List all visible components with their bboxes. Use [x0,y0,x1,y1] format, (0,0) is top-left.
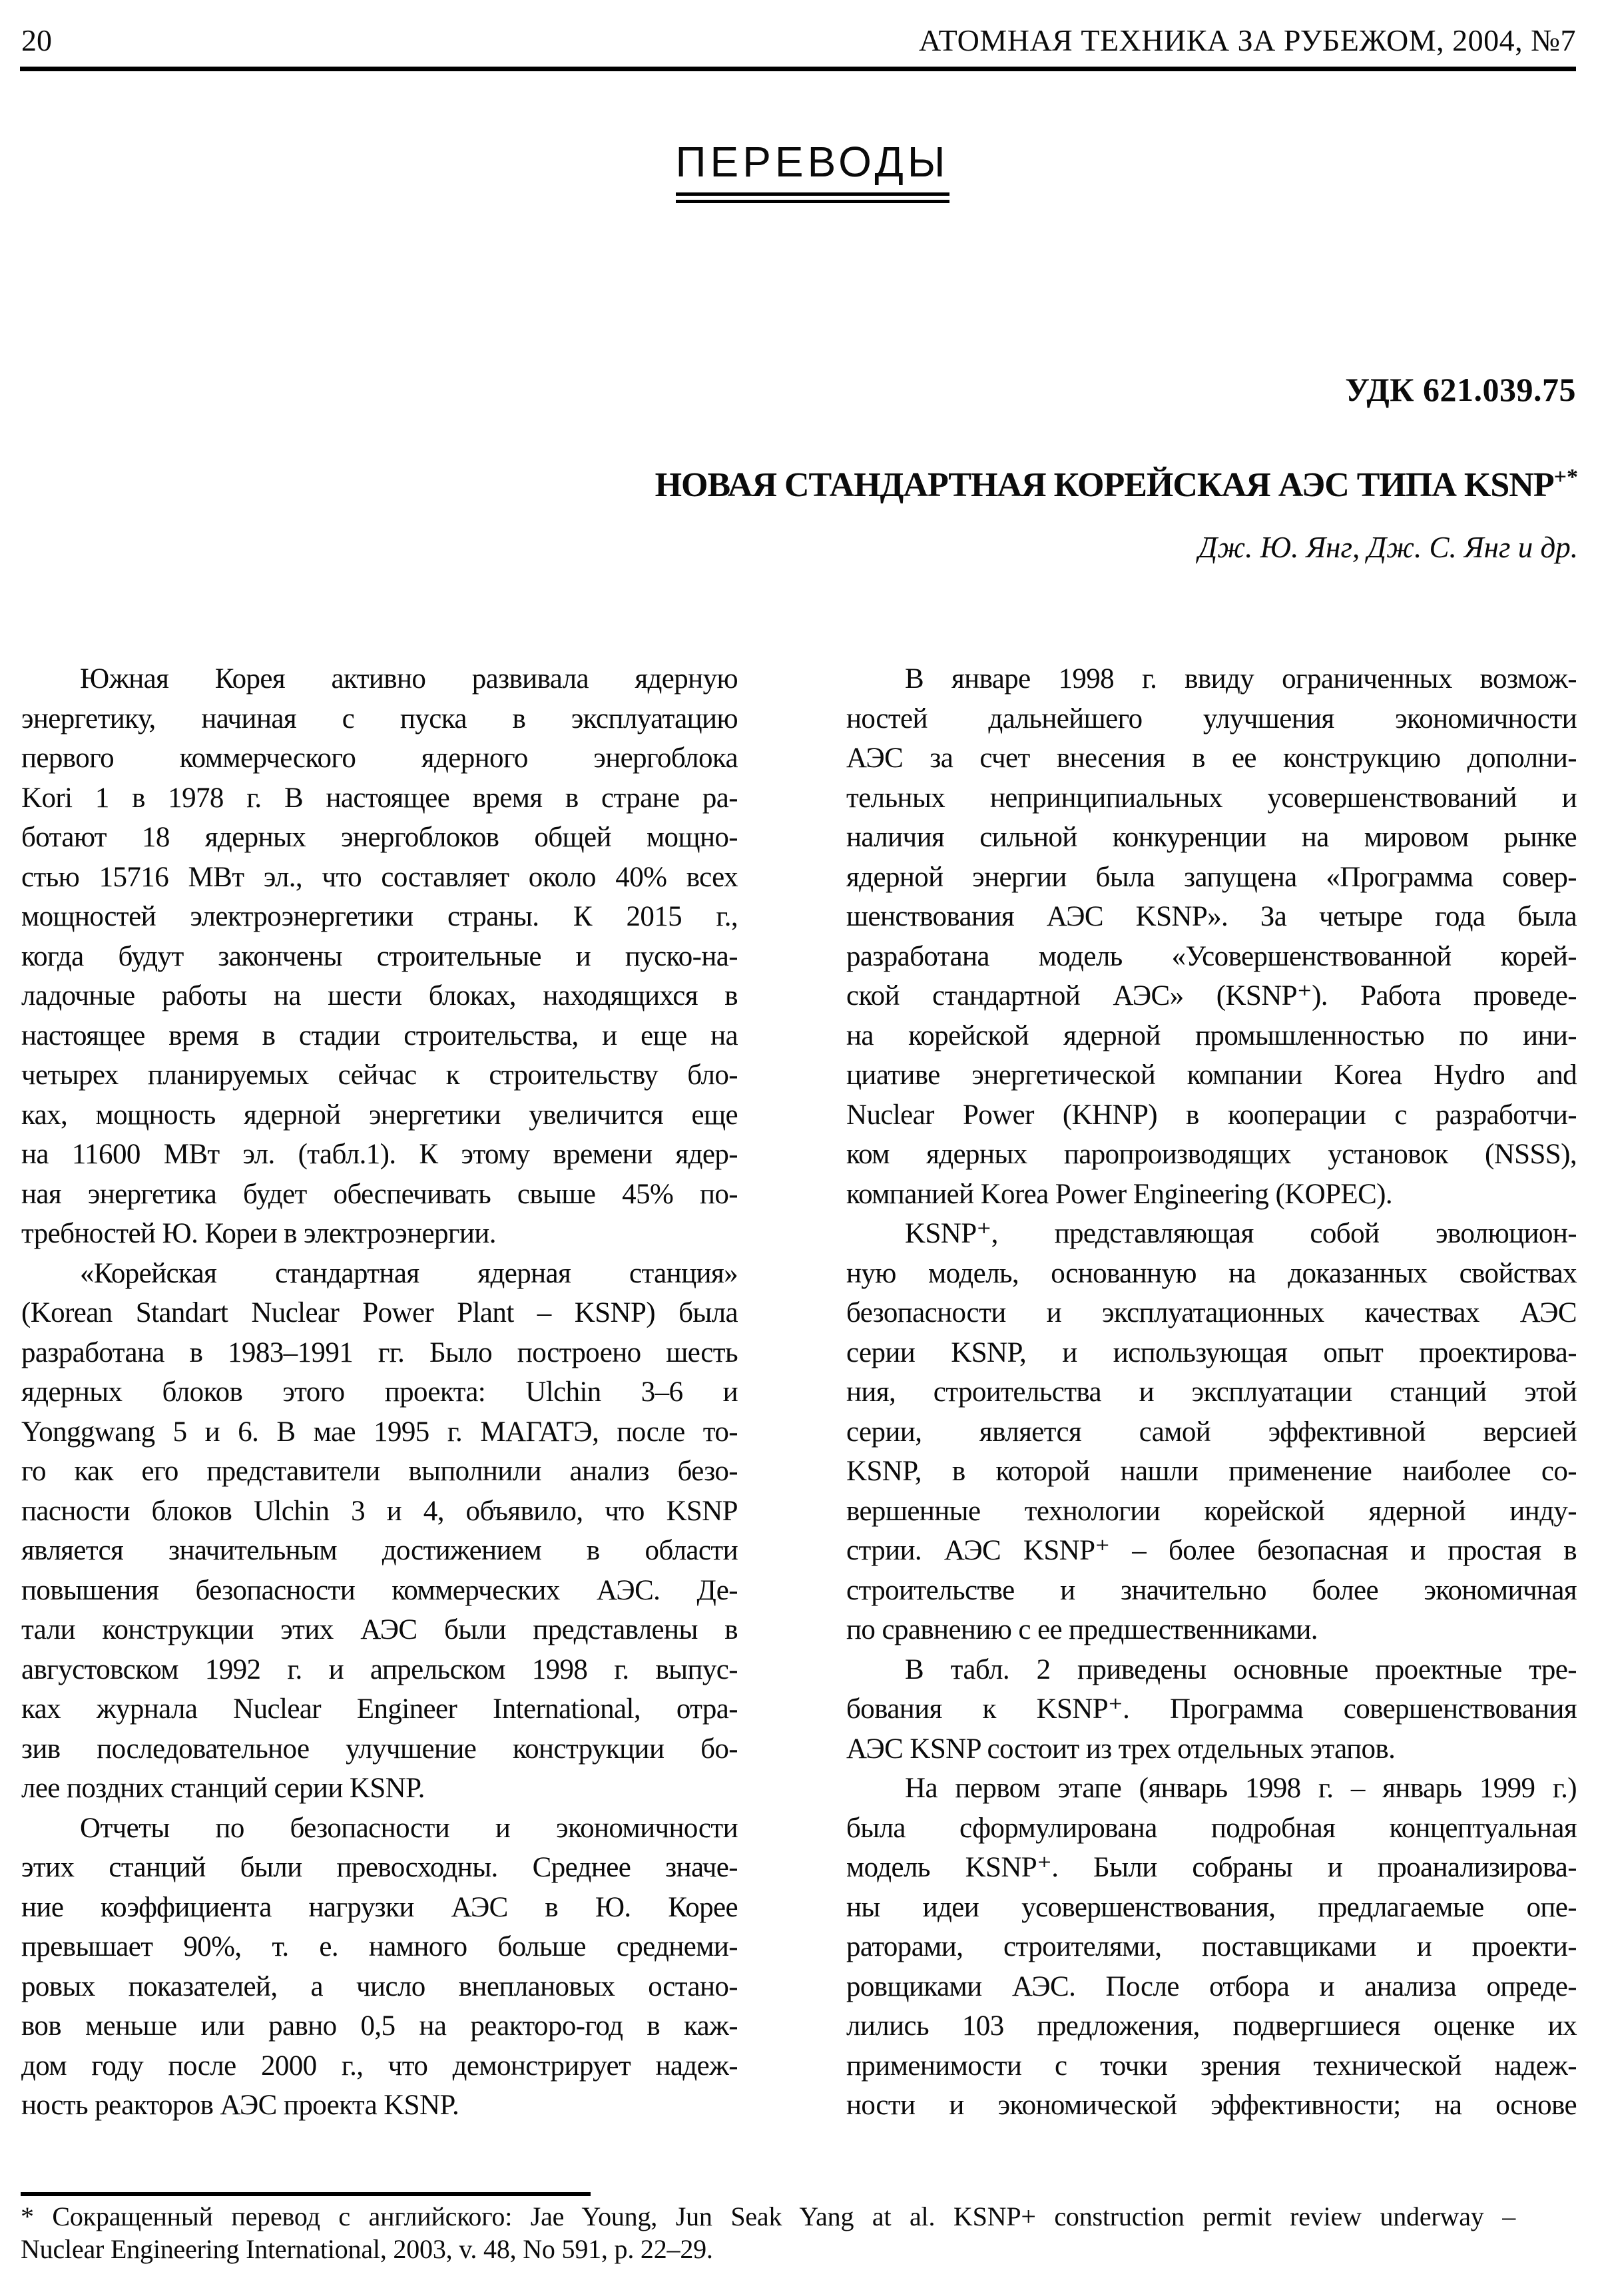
text-line: превышает 90%, т. е. намного больше среднеми- [21,1931,738,1962]
udc-code: УДК 621.039.75 [1345,371,1576,408]
text-line: ядерных блоков этого проекта: Ulchin 3–6 и [21,1376,738,1408]
text-line: ской стандартной АЭС» (KSNP⁺). Работа проведе- [846,980,1577,1011]
text-line: серии KSNP, и использующая опыт проектирова- [846,1336,1577,1368]
text-line: го как его представители выполнили анализ безо- [21,1456,738,1487]
text-line: (Korean Standart Nuclear Power Plant – KSNP) была [21,1297,738,1328]
footnote [21,2200,1515,2265]
text-line: пасности блоков Ulchin 3 и 4, объявило, что KSNP [21,1495,738,1527]
journal-header: АТОМНАЯ ТЕХНИКА ЗА РУБЕЖОМ, 2004, №7 [918,23,1576,57]
text-line: шенствования АЭС KSNP». За четыре года была [846,901,1577,932]
text-line: этих станций были превосходны. Среднее значе- [21,1852,738,1883]
text-line: лились 103 предложения, подвергшиеся оценке их [846,2010,1577,2042]
text-line: ботают 18 ядерных энергоблоков общей мощно- [21,822,738,853]
text-line: модель KSNP⁺. Были собраны и проанализирова- [846,1852,1577,1883]
right-column [846,659,1577,2126]
text-line: является значительным достижением в области [21,1535,738,1566]
text-line: KSNP, в которой нашли применение наиболее со- [846,1456,1577,1487]
text-line: когда будут закончены строительные и пуско-на- [21,940,738,972]
left-column [21,659,738,2126]
text-line: серии, является самой эффективной версией [846,1416,1577,1448]
text-line: вов меньше или равно 0,5 на реакторо-год в каж- [21,2010,738,2042]
text-line: Nuclear Power (KHNP) в кооперации с разработчи- [846,1099,1577,1131]
text-line: ная энергетика будет обеспечивать свыше 45% по- [21,1178,738,1210]
text-line: ния, строительства и эксплуатации станций этой [846,1376,1577,1408]
text-line: АЭС KSNP состоит из трех отдельных этапов. [846,1733,1396,1765]
article-title-text: НОВАЯ СТАНДАРТНАЯ КОРЕЙСКАЯ АЭС ТИПА KSNP [655,466,1554,504]
text-line: безопасности и эксплуатационных качествах АЭС [846,1297,1577,1328]
text-line: Kori 1 в 1978 г. В настоящее время в стране ра- [21,782,738,814]
text-line: В январе 1998 г. ввиду ограниченных возмож- [905,663,1577,695]
text-line: KSNP⁺, представляющая собой эволюцион- [905,1218,1577,1249]
text-line: * Сокращенный перевод с английского: Jae Young, Jun Seak Yang at al. KSNP+ construction permit review underway – [21,2201,1515,2231]
text-line: Отчеты по безопасности и экономичности [80,1812,738,1844]
authors-line: Дж. Ю. Янг, Дж. С. Янг и др. [1198,531,1578,564]
text-line: стью 15716 МВт эл., что составляет около 40% всех [21,861,738,893]
text-line: тельных непринципиальных усовершенствований и [846,782,1577,814]
section-heading: ПЕРЕВОДЫ [675,138,949,186]
text-line: по сравнению с ее предшественниками. [846,1614,1318,1645]
text-line: бования к KSNP⁺. Программа совершенствования [846,1693,1577,1725]
text-line: стрии. АЭС KSNP⁺ – более безопасная и простая в [846,1535,1577,1566]
title-superscript: +* [1553,465,1578,489]
text-line: ностей дальнейшего улучшения экономичности [846,703,1577,734]
page-number: 20 [21,23,52,57]
text-line: дом году после 2000 г., что демонстрирует надеж- [21,2050,738,2082]
text-line: ную модель, основанную на доказанных свойствах [846,1257,1577,1289]
text-line: тали конструкции этих АЭС были представлены в [21,1614,738,1645]
text-line: требностей Ю. Кореи в электроэнергии. [21,1218,496,1249]
text-line: на 11600 МВт эл. (табл.1). К этому времени ядер- [21,1139,738,1170]
header-rule [20,67,1576,71]
text-line: ности и экономической эффективности; на основе [846,2090,1577,2121]
text-line: Yonggwang 5 и 6. В мае 1995 г. МАГАТЭ, после то- [21,1416,738,1448]
section-heading-inner [676,137,949,203]
text-line: лее поздних станций серии KSNP. [21,1773,425,1804]
text-line: разработана в 1983–1991 гг. Было построено шесть [21,1336,738,1368]
text-line: повышения безопасности коммерческих АЭС. Де- [21,1574,738,1606]
text-line: ках журнала Nuclear Engineer International, отра- [21,1693,738,1725]
text-line: на корейской ядерной промышленностью по ини- [846,1019,1577,1051]
text-line: разработана модель «Усовершенствованной корей- [846,940,1577,972]
text-line: ние коэффициента нагрузки АЭС в Ю. Корее [21,1891,738,1923]
text-line: наличия сильной конкуренции на мировом рынке [846,822,1577,853]
text-line: Южная Корея активно развивала ядерную [80,663,738,695]
text-line: зив последовательное улучшение конструкции бо- [21,1733,738,1765]
text-line: Nuclear Engineering International, 2003, v. 48, No 591, p. 22–29. [21,2234,713,2264]
text-line: применимости с точки зрения технической надеж- [846,2050,1577,2082]
text-line: августовском 1992 г. и апрельском 1998 г. выпус- [21,1653,738,1685]
text-line: циативе энергетической компании Korea Hydro and [846,1059,1577,1091]
underline-top [676,192,949,196]
text-line: На первом этапе (январь 1998 г. – январь 1999 г.) [905,1773,1577,1804]
article-title [655,465,1578,505]
text-line: раторами, строителями, поставщиками и проекти- [846,1931,1577,1962]
text-line: «Корейская стандартная ядерная станция» [80,1257,738,1289]
text-line: В табл. 2 приведены основные проектные тре- [905,1653,1577,1685]
text-line: ны идеи усовершенствования, предлагаемые опе- [846,1891,1577,1923]
text-line: строительстве и значительно более экономичная [846,1574,1577,1606]
text-line: четырех планируемых сейчас к строительству бло- [21,1059,738,1091]
text-line: была сформулирована подробная концептуальная [846,1812,1577,1844]
footnote-rule [21,2192,591,2196]
text-line: мощностей электроэнергетики страны. К 2015 г., [21,901,738,932]
underline-bottom [676,200,949,203]
text-line: первого коммерческого ядерного энергоблока [21,742,738,774]
text-line: ладочные работы на шести блоках, находящихся в [21,980,738,1011]
text-line: ровщиками АЭС. После отбора и анализа опреде- [846,1970,1577,2002]
text-line: настоящее время в стадии строительства, и еще на [21,1019,738,1051]
text-line: ках, мощность ядерной энергетики увеличится еще [21,1099,738,1131]
text-line: вершенные технологии корейской ядерной инду- [846,1495,1577,1527]
text-line: ком ядерных паропроизводящих установок (NSSS), [846,1139,1577,1170]
section-double-underline [676,192,949,203]
text-line: ровых показателей, а число внеплановых остано- [21,1970,738,2002]
section-heading-block [0,137,1598,203]
text-line: компанией Korea Power Engineering (KOPEC). [846,1178,1393,1210]
text-line: ядерной энергии была запущена «Программа совер- [846,861,1577,893]
text-line: ность реакторов АЭС проекта KSNP. [21,2090,459,2121]
text-line: АЭС за счет внесения в ее конструкцию дополни- [846,742,1577,774]
text-line: энергетику, начиная с пуска в эксплуатацию [21,703,738,734]
